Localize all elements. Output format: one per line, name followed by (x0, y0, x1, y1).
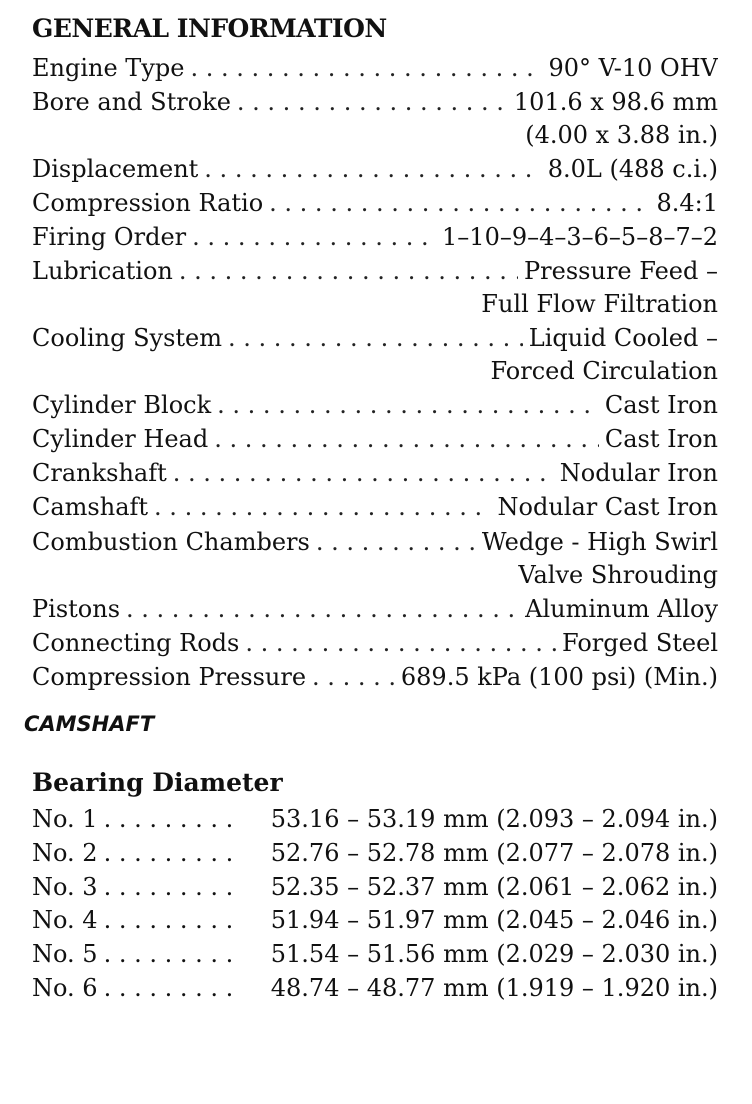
spec-label: Compression Pressure (32, 660, 312, 694)
dot-leader (269, 186, 650, 220)
spec-label: Bore and Stroke (32, 85, 237, 119)
bearing-label: No. 1 (32, 805, 98, 833)
spec-row-displacement (32, 152, 718, 186)
spec-value: Cast Iron (599, 388, 718, 422)
dot-leader (312, 660, 395, 694)
dot-leader (192, 220, 436, 254)
spec-value: 1–10–9–4–3–6–5–8–7–2 (436, 220, 718, 254)
spec-label: Engine Type (32, 51, 190, 85)
bearing-row-6 (32, 971, 718, 1005)
bearing-label: No. 4 (32, 906, 98, 934)
spec-label: Connecting Rods (32, 626, 245, 660)
dot-leader (228, 321, 523, 355)
spec-label: Combustion Chambers (32, 525, 316, 559)
bearing-value: 52.35 – 52.37 mm (2.061 – 2.062 in.) (270, 873, 718, 901)
spec-row-camshaft (32, 490, 718, 524)
bearing-label: No. 2 (32, 839, 98, 867)
spec-value: 8.4:1 (650, 186, 718, 220)
dot-leader (126, 592, 519, 626)
spec-row-cooling-system (32, 321, 718, 355)
spec-row-lubrication (32, 254, 718, 288)
camshaft-heading: CAMSHAFT (24, 712, 155, 736)
spec-value: 90° V-10 OHV (542, 51, 718, 85)
spec-row-pistons (32, 592, 718, 626)
dot-leader (104, 971, 232, 1005)
bearing-row-5 (32, 937, 718, 971)
dot-leader (179, 254, 518, 288)
spec-value-continuation: (4.00 x 3.88 in.) (525, 121, 718, 149)
dot-leader (173, 456, 554, 490)
spec-value: Forged Steel (556, 626, 718, 660)
bearing-value: 51.54 – 51.56 mm (2.029 – 2.030 in.) (270, 940, 718, 968)
dot-leader (104, 802, 232, 836)
spec-label: Cylinder Head (32, 422, 214, 456)
spec-value: Aluminum Alloy (519, 592, 718, 626)
dot-leader (316, 525, 476, 559)
bearing-diameter-heading: Bearing Diameter (32, 768, 283, 797)
spec-value: Nodular Iron (554, 456, 718, 490)
spec-row-compression-ratio (32, 186, 718, 220)
bearing-row-2 (32, 836, 718, 870)
dot-leader (190, 51, 542, 85)
bearing-label: No. 3 (32, 873, 98, 901)
dot-leader (104, 903, 232, 937)
dot-leader (237, 85, 508, 119)
spec-value: Nodular Cast Iron (492, 490, 718, 524)
dot-leader (214, 422, 599, 456)
spec-row-cylinder-block (32, 388, 718, 422)
bearing-value: 48.74 – 48.77 mm (1.919 – 1.920 in.) (270, 974, 718, 1002)
spec-row-compression-pressure (32, 660, 718, 694)
bearing-row-3 (32, 870, 718, 904)
bearing-value: 51.94 – 51.97 mm (2.045 – 2.046 in.) (270, 906, 718, 934)
bearing-label: No. 5 (32, 940, 98, 968)
spec-value: Cast Iron (599, 422, 718, 456)
spec-value: 689.5 kPa (100 psi) (Min.) (395, 660, 718, 694)
spec-value: 101.6 x 98.6 mm (508, 85, 718, 119)
spec-label: Cooling System (32, 321, 228, 355)
spec-row-connecting-rods (32, 626, 718, 660)
spec-label: Pistons (32, 592, 126, 626)
bearing-row-1 (32, 802, 718, 836)
bearing-row-4 (32, 903, 718, 937)
bearing-value: 52.76 – 52.78 mm (2.077 – 2.078 in.) (270, 839, 718, 867)
spec-row-cylinder-head (32, 422, 718, 456)
spec-row-firing-order (32, 220, 718, 254)
dot-leader (245, 626, 556, 660)
spec-row-engine-type (32, 51, 718, 85)
spec-row-bore-and-stroke (32, 85, 718, 119)
spec-label: Compression Ratio (32, 186, 269, 220)
spec-value: Pressure Feed – (518, 254, 718, 288)
spec-value-continuation: Forced Circulation (490, 357, 718, 385)
spec-value: 8.0L (488 c.i.) (542, 152, 718, 186)
spec-row-combustion-chambers (32, 525, 718, 559)
spec-value: Liquid Cooled – (523, 321, 718, 355)
spec-label: Camshaft (32, 490, 154, 524)
spec-row-crankshaft (32, 456, 718, 490)
bearing-label: No. 6 (32, 974, 98, 1002)
dot-leader (104, 937, 232, 971)
spec-label: Displacement (32, 152, 204, 186)
spec-label: Crankshaft (32, 456, 173, 490)
spec-label: Cylinder Block (32, 388, 217, 422)
dot-leader (104, 836, 232, 870)
dot-leader (104, 870, 232, 904)
spec-value-continuation: Full Flow Filtration (481, 290, 718, 318)
spec-label: Firing Order (32, 220, 192, 254)
general-information-heading: GENERAL INFORMATION (32, 14, 387, 43)
spec-value-continuation: Valve Shrouding (518, 561, 718, 589)
spec-label: Lubrication (32, 254, 179, 288)
dot-leader (154, 490, 491, 524)
dot-leader (217, 388, 599, 422)
bearing-value: 53.16 – 53.19 mm (2.093 – 2.094 in.) (270, 805, 718, 833)
spec-value: Wedge - High Swirl (476, 525, 718, 559)
dot-leader (204, 152, 541, 186)
